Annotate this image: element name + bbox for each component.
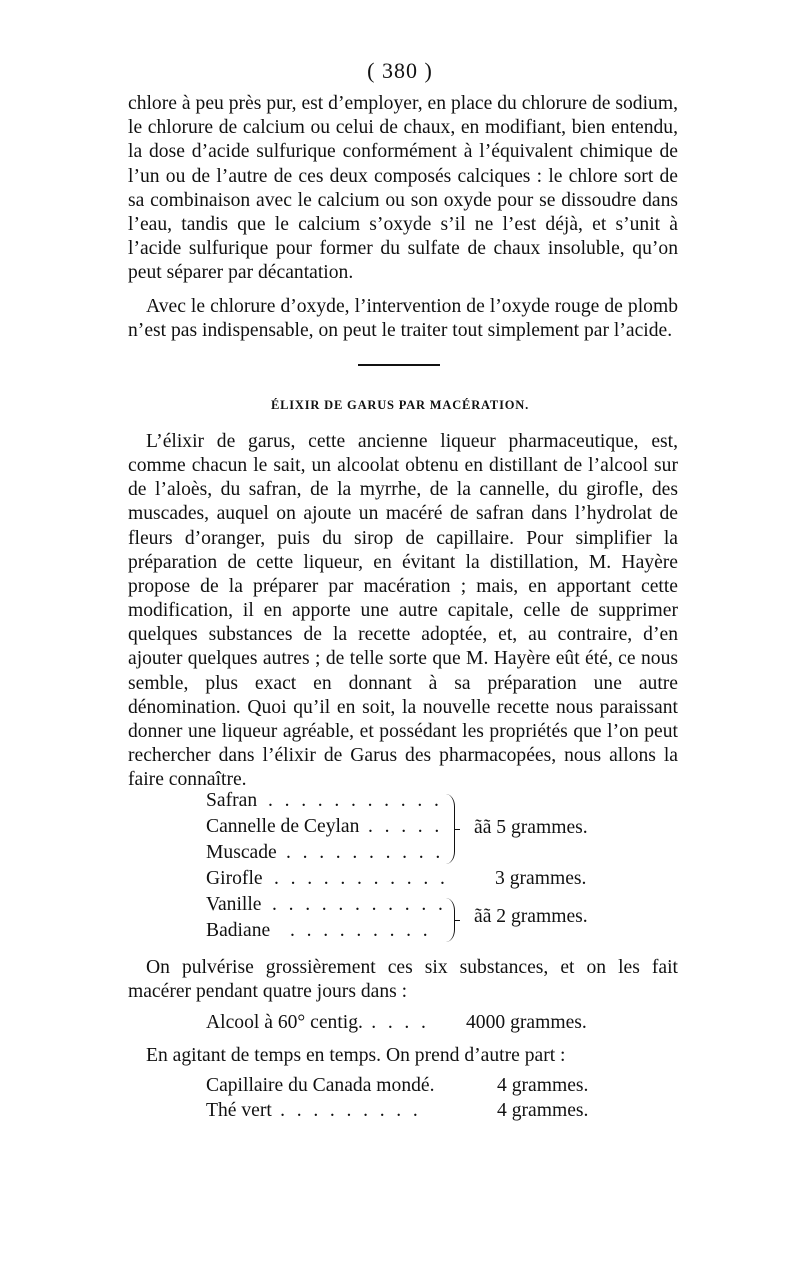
ingredient-label: Cannelle de Ceylan bbox=[206, 816, 360, 837]
dot-leader: . . . . . . . . . bbox=[271, 1100, 422, 1121]
alcool-label bbox=[206, 1012, 429, 1034]
page-number: ( 380 ) bbox=[367, 58, 433, 83]
ingredient-label: Vanille bbox=[206, 894, 262, 915]
ingredient-label: Thé vert bbox=[206, 1100, 272, 1121]
group1-quantity: ãã 5 grammes. bbox=[474, 817, 588, 838]
group-brace bbox=[446, 898, 455, 942]
the-label bbox=[206, 1100, 421, 1122]
dot-leader: . . . . . . . . . . bbox=[286, 842, 444, 863]
dot-leader: . . . . . . . . . . . bbox=[274, 868, 449, 889]
dot-leader: . . . . . . . . . bbox=[290, 920, 432, 941]
capillaire-quantity: 4 grammes. bbox=[497, 1075, 589, 1096]
instruction-agitant: En agitant de temps en temps. On prend d’autre part : bbox=[146, 1045, 566, 1066]
ingredient-label: Muscade bbox=[206, 842, 277, 863]
paragraph-chlore: chlore à peu près pur, est d’employer, en place du chlorure de sodium, le chlorure de calcium ou celui de chaux, en modifiant, bien entendu, la dose d’acide sulfurique conformément à l’équivalent chimique de l’un ou de l’autre de ces deux composés calciques : le chlore sort de sa combinaison avec le calcium ou son oxyde pour se dissoudre dans l’eau, tandis que le calcium s’oxyde s’il ne l’est déjà, et s’unit à l’acide sulfurique pour former du sulfate de chaux insoluble, qu’on peut séparer par décantation. bbox=[128, 93, 678, 284]
section-title: ÉLIXIR DE GARUS PAR MACÉRATION. bbox=[270, 398, 530, 412]
capillaire-label: Capillaire du Canada mondé. bbox=[206, 1075, 435, 1096]
alcool-quantity: 4000 grammes. bbox=[466, 1012, 587, 1033]
paragraph-chlorure-oxyde: Avec le chlorure d’oxyde, l’intervention de l’oxyde rouge de plomb n’est pas indispensable, on peut le traiter tout simplement par l’acide. bbox=[128, 296, 678, 342]
section-divider bbox=[358, 364, 440, 366]
group-brace bbox=[446, 794, 455, 864]
dot-leader: . . . . . . . . . . . bbox=[272, 894, 447, 915]
ingredient-label: Girofle bbox=[206, 868, 263, 889]
instruction-macerer: On pulvérise grossièrement ces six substances, et on les fait macérer pendant quatre jours dans : bbox=[128, 957, 678, 1003]
paragraph-elixir-garus: L’élixir de garus, cette ancienne liqueur pharmaceutique, est, comme chacun le sait, un alcoolat obtenu en distillant de l’alcool sur de l’aloès, du safran, de la myrrhe, de la cannelle, du girofle, des muscades, auquel on ajoute un macéré de safran dans l’hydrolat de fleurs d’oranger, puis du sirop de capillaire. Pour simplifier la préparation de cette liqueur, en évitant la distillation, M. Hayère propose de la préparer par macération ; mais, en apportant cette modification, il en apporte une autre capitale, celle de supprimer quelques substances de la recette adoptée, et, au contraire, d’en ajouter quelques autres ; de telle sorte que M. Hayère eût été, ce nous semble, plus exact en donnant à sa préparation une autre dénomination. Quoi qu’il en soit, la nouvelle recette nous paraissant donner une liqueur agréable, et possédant les propriétés que l’on peut rechercher dans l’élixir de Garus des pharmacopées, nous allons la faire connaître. bbox=[128, 431, 678, 791]
dot-leader: . . . . . . . . . . . bbox=[268, 790, 443, 811]
ingredient-label: Badiane bbox=[206, 920, 271, 941]
dot-leader: . . . . bbox=[362, 1012, 430, 1033]
ingredient-label: Safran bbox=[206, 790, 258, 811]
the-quantity: 4 grammes. bbox=[497, 1100, 589, 1121]
group2-quantity: ãã 2 grammes. bbox=[474, 906, 588, 927]
girofle-quantity: 3 grammes. bbox=[495, 868, 587, 889]
ingredient-label: Alcool à 60° centig. bbox=[206, 1012, 363, 1033]
dot-leader: . . . . . bbox=[368, 816, 443, 837]
